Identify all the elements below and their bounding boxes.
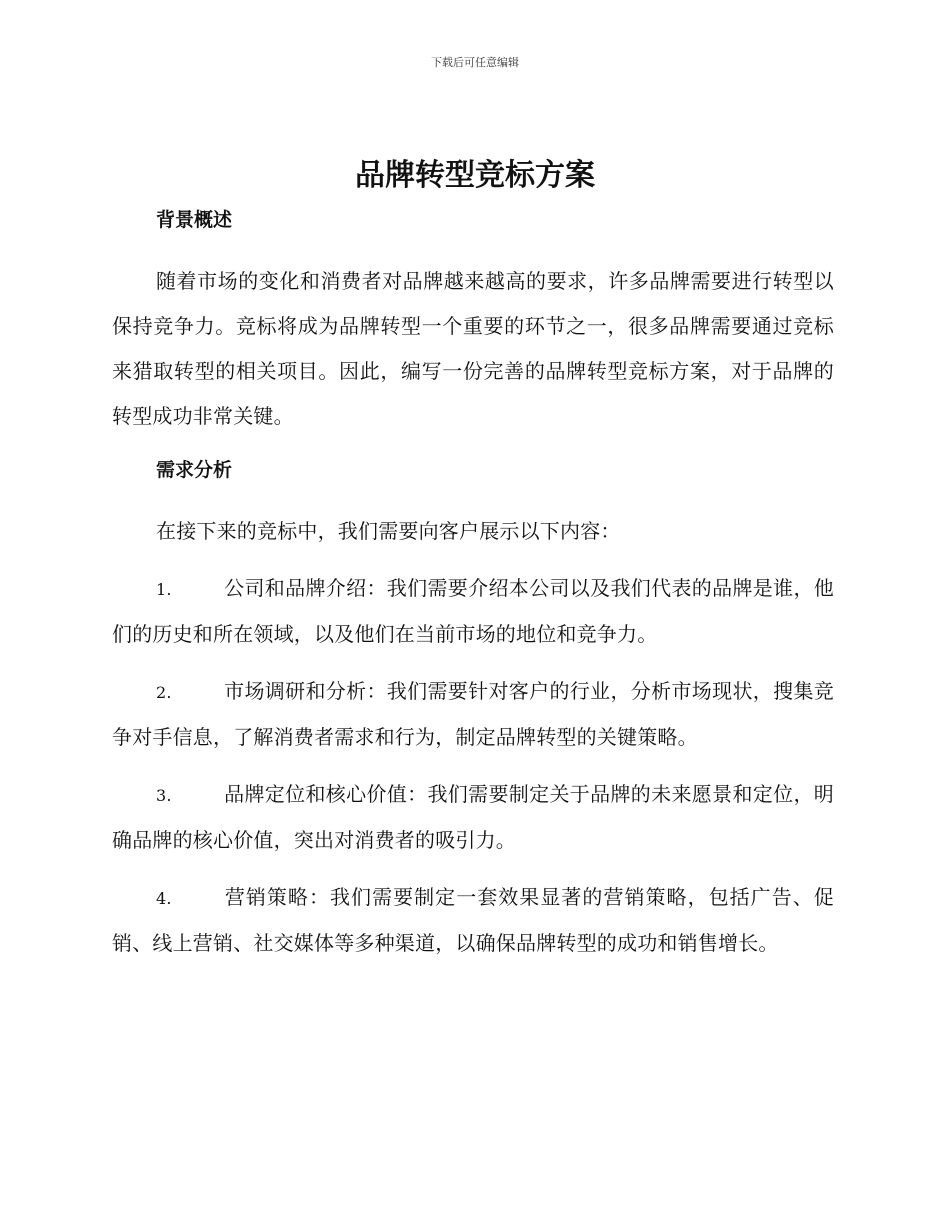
list-item (112, 772, 834, 863)
list-number: 3. (156, 786, 172, 805)
list-item (112, 669, 834, 760)
document-body (112, 203, 834, 966)
list-item (112, 875, 834, 966)
section-heading-background: 背景概述 (156, 209, 233, 231)
list-number: 4. (156, 889, 172, 908)
section-heading-needs: 需求分析 (156, 459, 233, 481)
needs-intro-paragraph: 在接下来的竞标中，我们需要向客户展示以下内容： (156, 519, 621, 543)
header-note: 下载后可任意编辑 (431, 56, 519, 69)
background-paragraph: 随着市场的变化和消费者对品牌越来越高的要求，许多品牌需要进行转型以保持竞争力。竞标将成为品牌转型一个重要的环节之一，很多品牌需要通过竞标来猎取转型的相关项目。因此，编写一份完善的品牌转型竞标方案，对于品牌的转型成功非常关键。 (112, 269, 834, 428)
list-text: 品牌定位和核心价值：我们需要制定关于品牌的未来愿景和定位，明确品牌的核心价值，突出对消费者的吸引力。 (112, 782, 834, 852)
list-text: 市场调研和分析：我们需要针对客户的行业，分析市场现状，搜集竞争对手信息，了解消费者需求和行为，制定品牌转型的关键策略。 (112, 679, 834, 749)
document-title: 品牌转型竞标方案 (355, 158, 595, 193)
list-text: 公司和品牌介绍：我们需要介绍本公司以及我们代表的品牌是谁，他们的历史和所在领域，以及他们在当前市场的地位和竞争力。 (112, 576, 834, 646)
list-item (112, 566, 834, 657)
list-number: 2. (156, 683, 172, 702)
list-text: 营销策略：我们需要制定一套效果显著的营销策略，包括广告、促销、线上营销、社交媒体等多种渠道，以确保品牌转型的成功和销售增长。 (112, 885, 834, 955)
list-number: 1. (156, 580, 172, 599)
